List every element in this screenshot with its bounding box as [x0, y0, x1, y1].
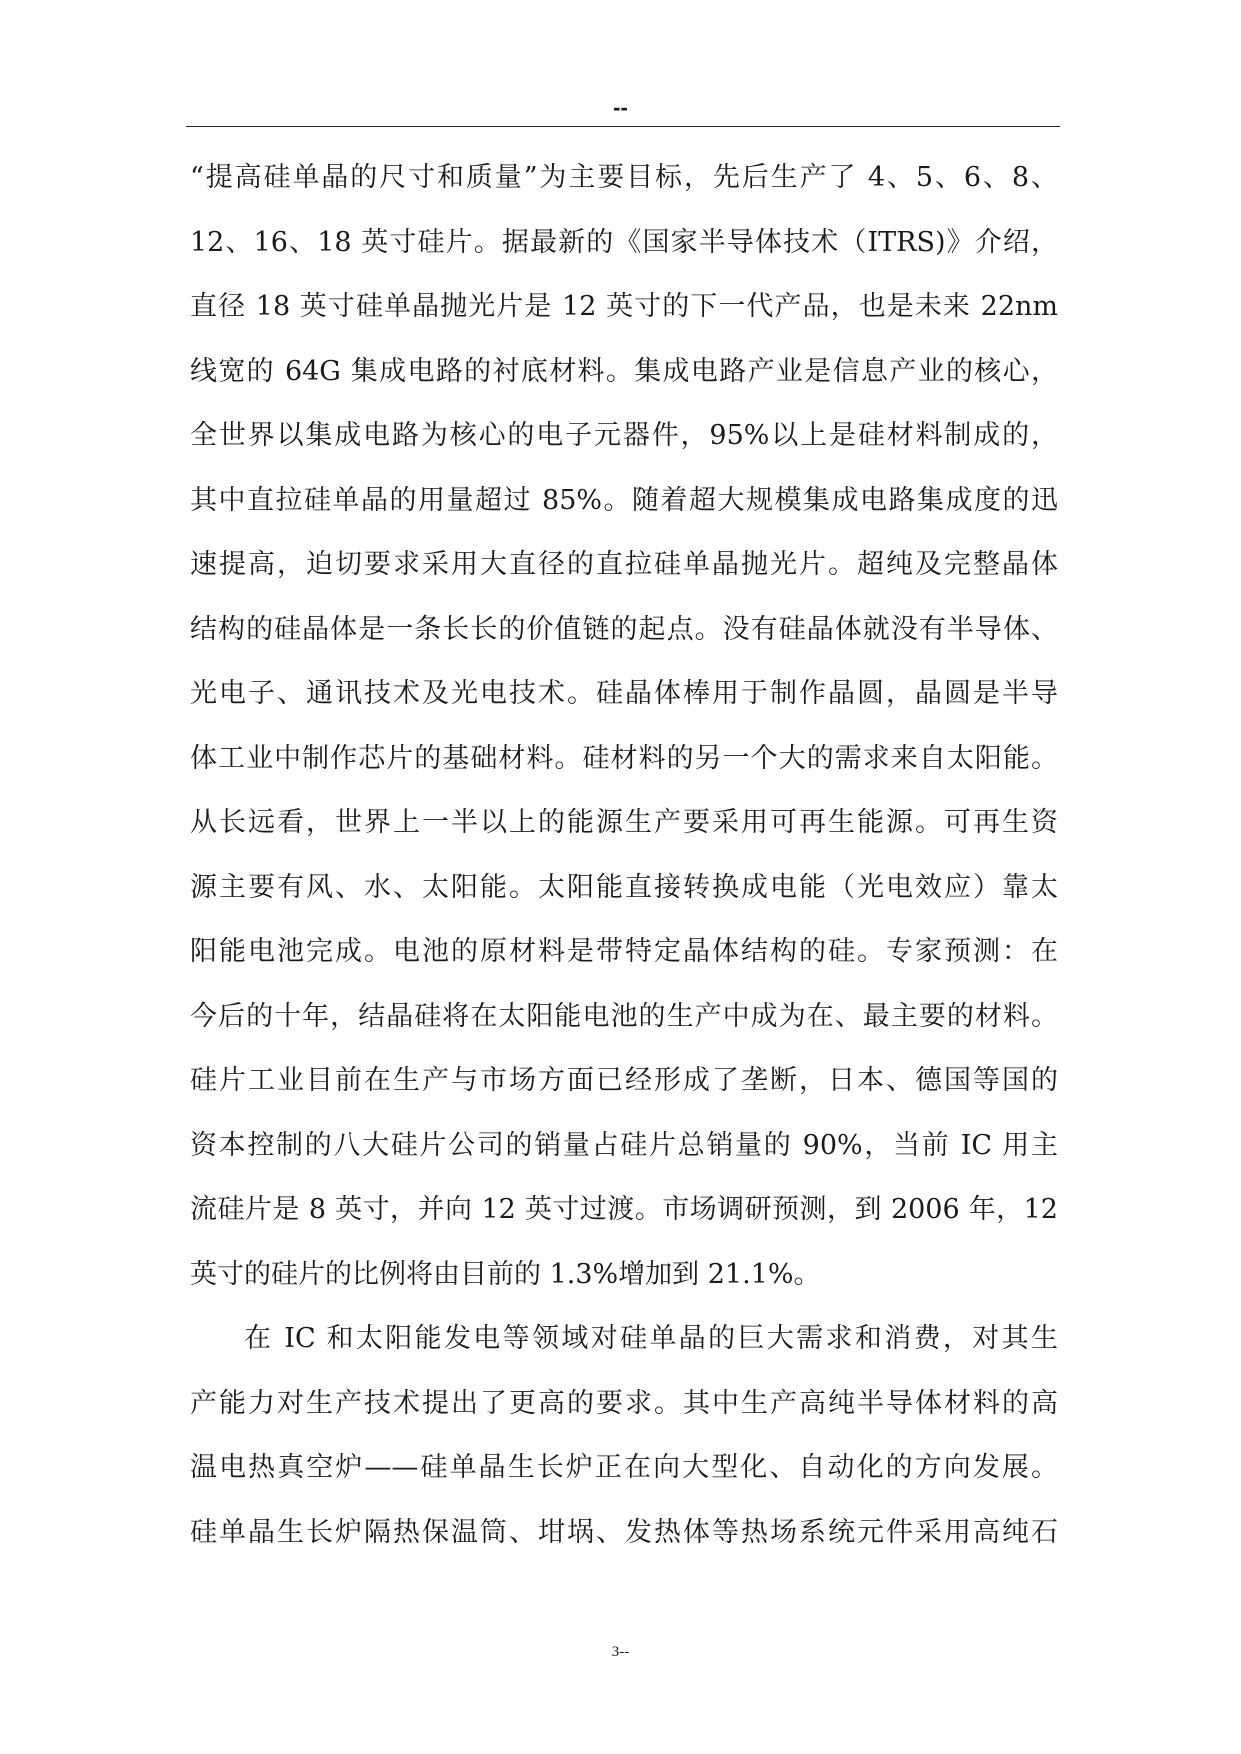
text-line: 产能力对生产技术提出了更高的要求。其中生产高纯半导体材料的高	[190, 1387, 1058, 1419]
text-line: 结构的硅晶体是一条长长的价值链的起点。没有硅晶体就没有半导体、	[190, 613, 1058, 645]
text-line: 体工业中制作芯片的基础材料。硅材料的另一个大的需求来自太阳能。	[190, 742, 1058, 774]
paragraph	[190, 158, 1058, 1319]
text-line: 硅片工业目前在生产与市场方面已经形成了垄断，日本、德国等国的	[190, 1065, 1058, 1096]
text-line: 12、16、18 英寸硅片。据最新的《国家半导体技术（ITRS)》介绍，	[190, 226, 1058, 258]
text-line: 温电热真空炉——硅单晶生长炉正在向大型化、自动化的方向发展。	[190, 1452, 1058, 1483]
text-line: 资本控制的八大硅片公司的销量占硅片总销量的 90%，当前 IC 用主	[190, 1129, 1058, 1161]
text-line: 光电子、通讯技术及光电技术。硅晶体棒用于制作晶圆，晶圆是半导	[190, 678, 1058, 709]
body-text	[190, 158, 1058, 1577]
text-line: 速提高，迫切要求采用大直径的直拉硅单晶抛光片。超纯及完整晶体	[190, 549, 1058, 580]
text-line: 其中直拉硅单晶的用量超过 85%。随着超大规模集成电路集成度的迅	[190, 484, 1058, 516]
paragraph	[190, 1319, 1058, 1577]
text-line: 阳能电池完成。电池的原材料是带特定晶体结构的硅。专家预测：在	[190, 936, 1058, 967]
text-line: 全世界以集成电路为核心的电子元器件，95%以上是硅材料制成的，	[190, 420, 1058, 451]
text-line: 源主要有风、水、太阳能。太阳能直接转换成电能（光电效应）靠太	[190, 871, 1058, 903]
text-line: 在 IC 和太阳能发电等领域对硅单晶的巨大需求和消费，对其生	[244, 1323, 1058, 1354]
text-line: 流硅片是 8 英寸，并向 12 英寸过渡。市场调研预测，到 2006 年，12	[190, 1194, 1058, 1225]
page-header-mark: --	[613, 95, 628, 120]
text-line: 直径 18 英寸硅单晶抛光片是 12 英寸的下一代产品，也是未来 22nm	[190, 291, 1058, 322]
text-line: 今后的十年，结晶硅将在太阳能电池的生产中成为在、最主要的材料。	[190, 1000, 1058, 1032]
text-line: “提高硅单晶的尺寸和质量”为主要目标，先后生产了 4、5、6、8、	[190, 162, 1058, 193]
text-line: 硅单晶生长炉隔热保温筒、坩埚、发热体等热场系统元件采用高纯石	[190, 1516, 1058, 1548]
page-number: 3--	[611, 1644, 630, 1660]
text-line: 线宽的 64G 集成电路的衬底材料。集成电路产业是信息产业的核心，	[190, 355, 1058, 387]
text-line: 从长远看，世界上一半以上的能源生产要采用可再生能源。可再生资	[190, 807, 1058, 838]
text-line: 英寸的硅片的比例将由目前的 1.3%增加到 21.1%。	[190, 1258, 821, 1290]
header-divider	[186, 126, 1060, 127]
